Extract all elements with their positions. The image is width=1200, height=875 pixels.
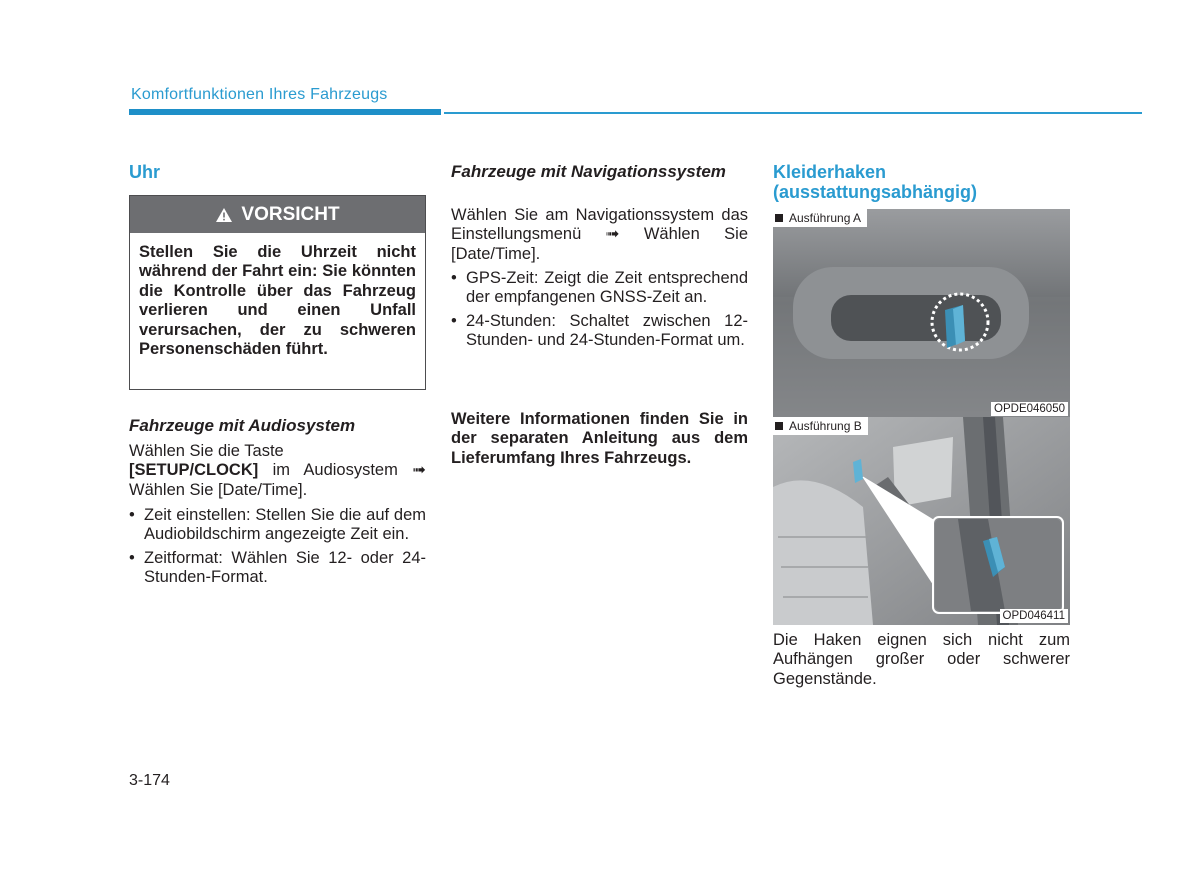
- image-label-b: Ausführung B: [773, 417, 868, 435]
- section-title-uhr: Uhr: [129, 162, 160, 182]
- warning-triangle-icon: [215, 207, 233, 223]
- caution-box: [129, 195, 426, 390]
- image-variant-a: [773, 209, 1070, 418]
- list-item: • Zeit einstellen: Stellen Sie die auf dem Audiobildschirm angezeigte Zeit ein.: [129, 506, 426, 545]
- section-title-kleiderhaken: Kleiderhaken (ausstattungsabhängig): [773, 162, 978, 202]
- hook-note: Die Haken eignen sich nicht zum Aufhängen großer oder schwerer Gegenstände.: [773, 631, 1070, 688]
- header-rule-thick: [129, 109, 441, 115]
- running-header-title: Komfortfunktionen Ihres Fahrzeugs: [131, 86, 388, 103]
- list-item: • Zeitformat: Wählen Sie 12- oder 24-Stunden-Format.: [129, 549, 426, 588]
- caution-title: VORSICHT: [241, 203, 340, 225]
- nav-bullet-list: [451, 269, 748, 355]
- caution-text: Stellen Sie die Uhrzeit nicht während der Fahrt ein: Sie könnten die Kontrolle über das Fahrzeug verlieren und einen Unfall verursachen, der zu schweren Personenschäden führt.: [139, 243, 416, 359]
- subsection-title-navigation: Fahrzeuge mit Navigationssystem: [451, 162, 726, 181]
- image-variant-b: [773, 417, 1070, 625]
- setup-clock-key: [SETUP/CLOCK]: [129, 461, 259, 480]
- image-code-a: OPDE046050: [991, 402, 1068, 416]
- image-label-a: Ausführung A: [773, 209, 867, 227]
- list-item: • 24-Stunden: Schaltet zwischen 12-Stunden- und 24-Stunden-Format um.: [451, 312, 748, 351]
- coat-hook-a-illustration: [773, 209, 1070, 418]
- image-code-b: OPD046411: [1000, 609, 1068, 623]
- nav-intro: Wählen Sie am Navigationssystem das Einstellungsmenü ➟ Wählen Sie [Date/Time].: [451, 206, 748, 263]
- audio-intro-start: Wählen Sie die Taste: [129, 442, 284, 460]
- header-rule-thin: [444, 112, 1142, 114]
- page-number: 3-174: [129, 772, 170, 789]
- caution-header: [130, 196, 425, 233]
- subsection-title-audio: Fahrzeuge mit Audiosystem: [129, 416, 356, 435]
- audio-bullet-list: [129, 506, 426, 592]
- more-info-note: Weitere Informationen finden Sie in der separaten Anleitung aus dem Lieferumfang Ihres Fahrzeugs.: [451, 410, 748, 467]
- audio-intro: [129, 442, 426, 500]
- coat-hook-b-illustration: [773, 417, 1070, 625]
- audio-intro-end: im Audiosystem ➟ Wählen Sie [Date/Time].: [129, 461, 426, 499]
- list-item: • GPS-Zeit: Zeigt die Zeit entsprechend der empfangenen GNSS-Zeit an.: [451, 269, 748, 308]
